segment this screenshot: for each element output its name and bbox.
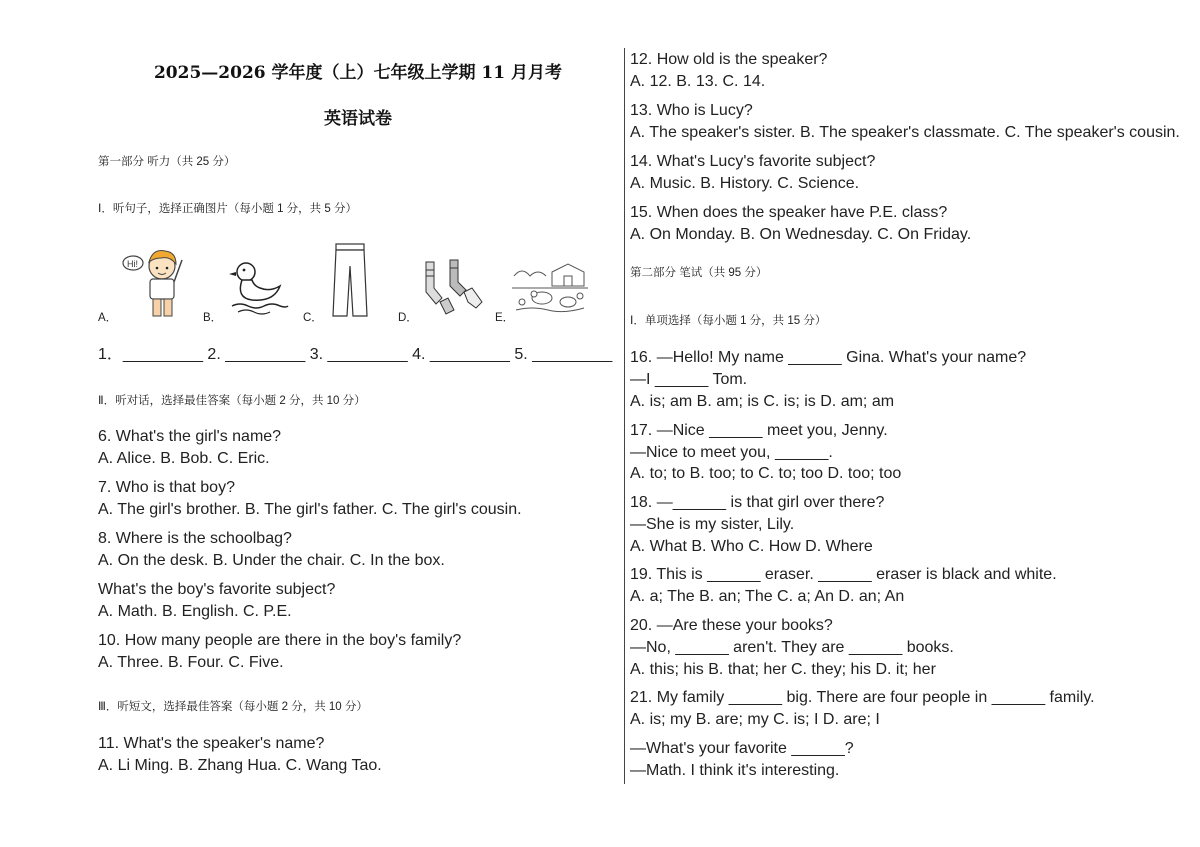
picture-label-e: E． xyxy=(495,312,515,324)
farm-scene-picture xyxy=(512,262,588,318)
question-options: A. to; to B. too; to C. to; too D. too; too xyxy=(630,465,902,482)
question-text: —Math. I think it's interesting. xyxy=(630,762,840,779)
question-text: 10. How many people are there in the boy's family? xyxy=(98,632,462,649)
question-text: —What's your favorite ______? xyxy=(630,740,854,757)
answer-blanks[interactable]: 1．_________ 2. _________ 3. _________ 4. _________ 5. _________ xyxy=(98,346,613,363)
duck-picture xyxy=(228,258,290,316)
exam-subtitle: 英语试卷 xyxy=(324,109,392,129)
question-options: A. Math. B. English. C. P.E. xyxy=(98,603,292,620)
trousers-picture xyxy=(330,242,370,318)
part2-sec1-heading: Ⅰ．单项选择（每小题 1 分，共 15 分） xyxy=(630,315,827,327)
question-text: 8. Where is the schoolbag? xyxy=(98,530,292,547)
question-options: A. The girl's brother. B. The girl's father. C. The girl's cousin. xyxy=(98,501,522,518)
question-options: A. 12. B. 13. C. 14. xyxy=(630,73,766,90)
column-divider xyxy=(624,48,625,784)
picture-label-c: C． xyxy=(303,312,323,324)
socks-picture xyxy=(420,258,484,316)
question-text: 12. How old is the speaker? xyxy=(630,51,828,68)
question-text: 21. My family ______ big. There are four people in ______ family. xyxy=(630,689,1095,706)
boy-waving-picture xyxy=(118,242,188,320)
question-options: A. On the desk. B. Under the chair. C. In the box. xyxy=(98,552,445,569)
picture-label-d: D． xyxy=(398,312,418,324)
question-options: A. Li Ming. B. Zhang Hua. C. Wang Tao. xyxy=(98,757,382,774)
picture-label-b: B． xyxy=(203,312,223,324)
question-text: —She is my sister, Lily. xyxy=(630,516,795,533)
question-text: 7. Who is that boy? xyxy=(98,479,235,496)
question-text: What's the boy's favorite subject? xyxy=(98,581,336,598)
part2-heading: 第二部分 笔试（共 95 分） xyxy=(630,267,768,279)
question-text: 11. What's the speaker's name? xyxy=(98,735,325,752)
question-options: A. this; his B. that; her C. they; his D. it; her xyxy=(630,661,936,678)
question-text: 13. Who is Lucy? xyxy=(630,102,753,119)
question-options: A. is; am B. am; is C. is; is D. am; am xyxy=(630,393,895,410)
question-text: 14. What's Lucy's favorite subject? xyxy=(630,153,876,170)
question-options: A. Music. B. History. C. Science. xyxy=(630,175,860,192)
question-options: A. a; The B. an; The C. a; An D. an; An xyxy=(630,588,905,605)
question-options: A. The speaker's sister. B. The speaker's classmate. C. The speaker's cousin. xyxy=(630,124,1180,141)
svg-text:Hi!: Hi! xyxy=(127,259,138,269)
question-text: 18. —______ is that girl over there? xyxy=(630,494,885,511)
question-text: 17. —Nice ______ meet you, Jenny. xyxy=(630,422,888,439)
question-options: A. Three. B. Four. C. Five. xyxy=(98,654,284,671)
question-text: 15. When does the speaker have P.E. class? xyxy=(630,204,948,221)
question-options: A. On Monday. B. On Wednesday. C. On Friday. xyxy=(630,226,972,243)
question-text: 20. —Are these your books? xyxy=(630,617,833,634)
part1-heading: 第一部分 听力（共 25 分） xyxy=(98,156,236,168)
part1-sec3-heading: Ⅲ．听短文，选择最佳答案（每小题 2 分，共 10 分） xyxy=(98,701,368,713)
question-options: A. What B. Who C. How D. Where xyxy=(630,538,873,555)
question-text: —I ______ Tom. xyxy=(630,371,748,388)
question-text: 16. —Hello! My name ______ Gina. What's your name? xyxy=(630,349,1027,366)
question-options: A. is; my B. are; my C. is; I D. are; I xyxy=(630,711,880,728)
picture-label-a: A． xyxy=(98,312,118,324)
part1-sec2-heading: Ⅱ．听对话，选择最佳答案（每小题 2 分，共 10 分） xyxy=(98,395,366,407)
question-options: A. Alice. B. Bob. C. Eric. xyxy=(98,450,270,467)
question-text: 19. This is ______ eraser. ______ eraser is black and white. xyxy=(630,566,1057,583)
part1-sec1-heading: Ⅰ．听句子，选择正确图片（每小题 1 分，共 5 分） xyxy=(98,203,357,215)
question-text: —No, ______ aren't. They are ______ books. xyxy=(630,639,954,656)
question-text: —Nice to meet you, ______. xyxy=(630,444,833,461)
question-text: 6. What's the girl's name? xyxy=(98,428,282,445)
exam-title: 2025—2026 学年度（上）七年级上学期 11 月月考 xyxy=(153,63,563,83)
